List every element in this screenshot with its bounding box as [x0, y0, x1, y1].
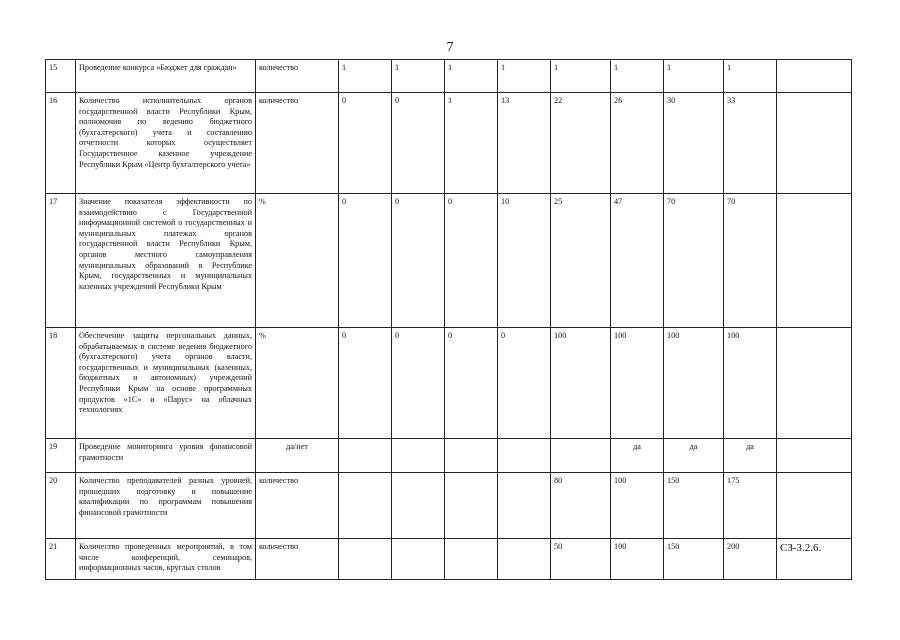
value-cell: 47 — [611, 194, 664, 328]
unit-cell: количество — [256, 539, 339, 580]
indicator-name: Количество преподавателей разных уровней, прошедших подготовку и повышение квалификации по программам повышения финансовой грамотности — [76, 473, 256, 539]
value-cell: 1 — [445, 93, 498, 194]
table-row — [46, 194, 852, 328]
indicator-name: Значение показателя эффективности по взаимодействию с Государственной информационной системой о государственных и муниципальных платежах органов государственной власти Республики Крым, органов местного самоуправления муниципальных образований в Республике Крым, государственных и муниципальных казенных учреждений Республики Крым — [76, 194, 256, 328]
value-cell — [392, 439, 445, 473]
value-cell: 70 — [724, 194, 777, 328]
table-row — [46, 439, 852, 473]
value-cell: 0 — [392, 328, 445, 439]
value-cell: 200 — [724, 539, 777, 580]
value-cell: 10 — [498, 194, 551, 328]
value-cell: 150 — [664, 539, 724, 580]
indicator-name: Количество проведенных мероприятий, в том числе конференций, семинаров, информационных часов, круглых столов — [76, 539, 256, 580]
table-row — [46, 60, 852, 93]
value-cell: 0 — [445, 328, 498, 439]
value-cell: 0 — [445, 194, 498, 328]
value-cell: 33 — [724, 93, 777, 194]
row-number: 21 — [46, 539, 76, 580]
value-cell: 1 — [392, 60, 445, 93]
value-cell — [445, 439, 498, 473]
value-cell: 1 — [724, 60, 777, 93]
value-cell — [498, 539, 551, 580]
value-cell: 100 — [724, 328, 777, 439]
value-cell: 0 — [498, 328, 551, 439]
value-cell: 100 — [611, 539, 664, 580]
value-cell: да — [724, 439, 777, 473]
value-cell: 1 — [551, 60, 611, 93]
unit-cell: да/нет — [256, 439, 339, 473]
value-cell: 13 — [498, 93, 551, 194]
unit-cell: % — [256, 328, 339, 439]
value-cell — [339, 473, 392, 539]
unit-cell: количество — [256, 473, 339, 539]
value-cell — [339, 439, 392, 473]
value-cell: 30 — [664, 93, 724, 194]
value-cell: да — [611, 439, 664, 473]
row-number: 19 — [46, 439, 76, 473]
value-cell: 100 — [611, 328, 664, 439]
indicator-name: Количество исполнительных органов государственной власти Республики Крым, полномочия по ведению бюджетного (бухгалтерского) учета и составлению отчетности которых осуществляет Государственное казенное учреждение Республики Крым «Центр бухгалтерского учета» — [76, 93, 256, 194]
value-cell: 70 — [664, 194, 724, 328]
value-cell — [445, 539, 498, 580]
value-cell: 25 — [551, 194, 611, 328]
value-cell: 1 — [445, 60, 498, 93]
value-cell: 0 — [392, 194, 445, 328]
document-ref — [777, 328, 852, 439]
document-ref — [777, 194, 852, 328]
row-number: 17 — [46, 194, 76, 328]
unit-cell: количество — [256, 93, 339, 194]
document-ref — [777, 473, 852, 539]
row-number: 15 — [46, 60, 76, 93]
value-cell — [498, 473, 551, 539]
value-cell: 1 — [664, 60, 724, 93]
value-cell: 1 — [498, 60, 551, 93]
row-number: 20 — [46, 473, 76, 539]
value-cell — [392, 473, 445, 539]
value-cell: 80 — [551, 473, 611, 539]
unit-cell: количество — [256, 60, 339, 93]
value-cell — [551, 439, 611, 473]
value-cell: 0 — [339, 328, 392, 439]
row-number: 16 — [46, 93, 76, 194]
table-row — [46, 93, 852, 194]
value-cell: 100 — [611, 473, 664, 539]
value-cell: 175 — [724, 473, 777, 539]
value-cell: 50 — [551, 539, 611, 580]
table-row — [46, 473, 852, 539]
value-cell: да — [664, 439, 724, 473]
table-row — [46, 539, 852, 580]
value-cell — [498, 439, 551, 473]
value-cell — [339, 539, 392, 580]
value-cell: 1 — [339, 60, 392, 93]
value-cell: 0 — [339, 194, 392, 328]
value-cell: 0 — [339, 93, 392, 194]
value-cell: 0 — [392, 93, 445, 194]
value-cell: 150 — [664, 473, 724, 539]
indicator-name: Обеспечение защиты персональных данных, обрабатываемых в системе ведения бюджетного (бухгалтерского) учета органов власти, государственных и муниципальных (казенных, бюджетных и автономных) учреждений Республики Крым на основе программных продуктов «1С» и «Парус» на облачных технологиях — [76, 328, 256, 439]
value-cell: 100 — [664, 328, 724, 439]
unit-cell: % — [256, 194, 339, 328]
value-cell — [392, 539, 445, 580]
value-cell: 26 — [611, 93, 664, 194]
document-ref — [777, 60, 852, 93]
value-cell — [445, 473, 498, 539]
document-ref — [777, 439, 852, 473]
row-number: 18 — [46, 328, 76, 439]
indicator-name: Проведение конкурса «Бюджет для граждан» — [76, 60, 256, 93]
value-cell: 100 — [551, 328, 611, 439]
document-ref — [777, 93, 852, 194]
table-row — [46, 328, 852, 439]
value-cell: 1 — [611, 60, 664, 93]
indicator-name: Проведение мониторинга уровня финансовой грамотности — [76, 439, 256, 473]
indicators-table — [45, 59, 852, 580]
page-number: 7 — [446, 40, 454, 55]
value-cell: 22 — [551, 93, 611, 194]
document-ref: СЗ-3.2.6. — [777, 539, 852, 580]
